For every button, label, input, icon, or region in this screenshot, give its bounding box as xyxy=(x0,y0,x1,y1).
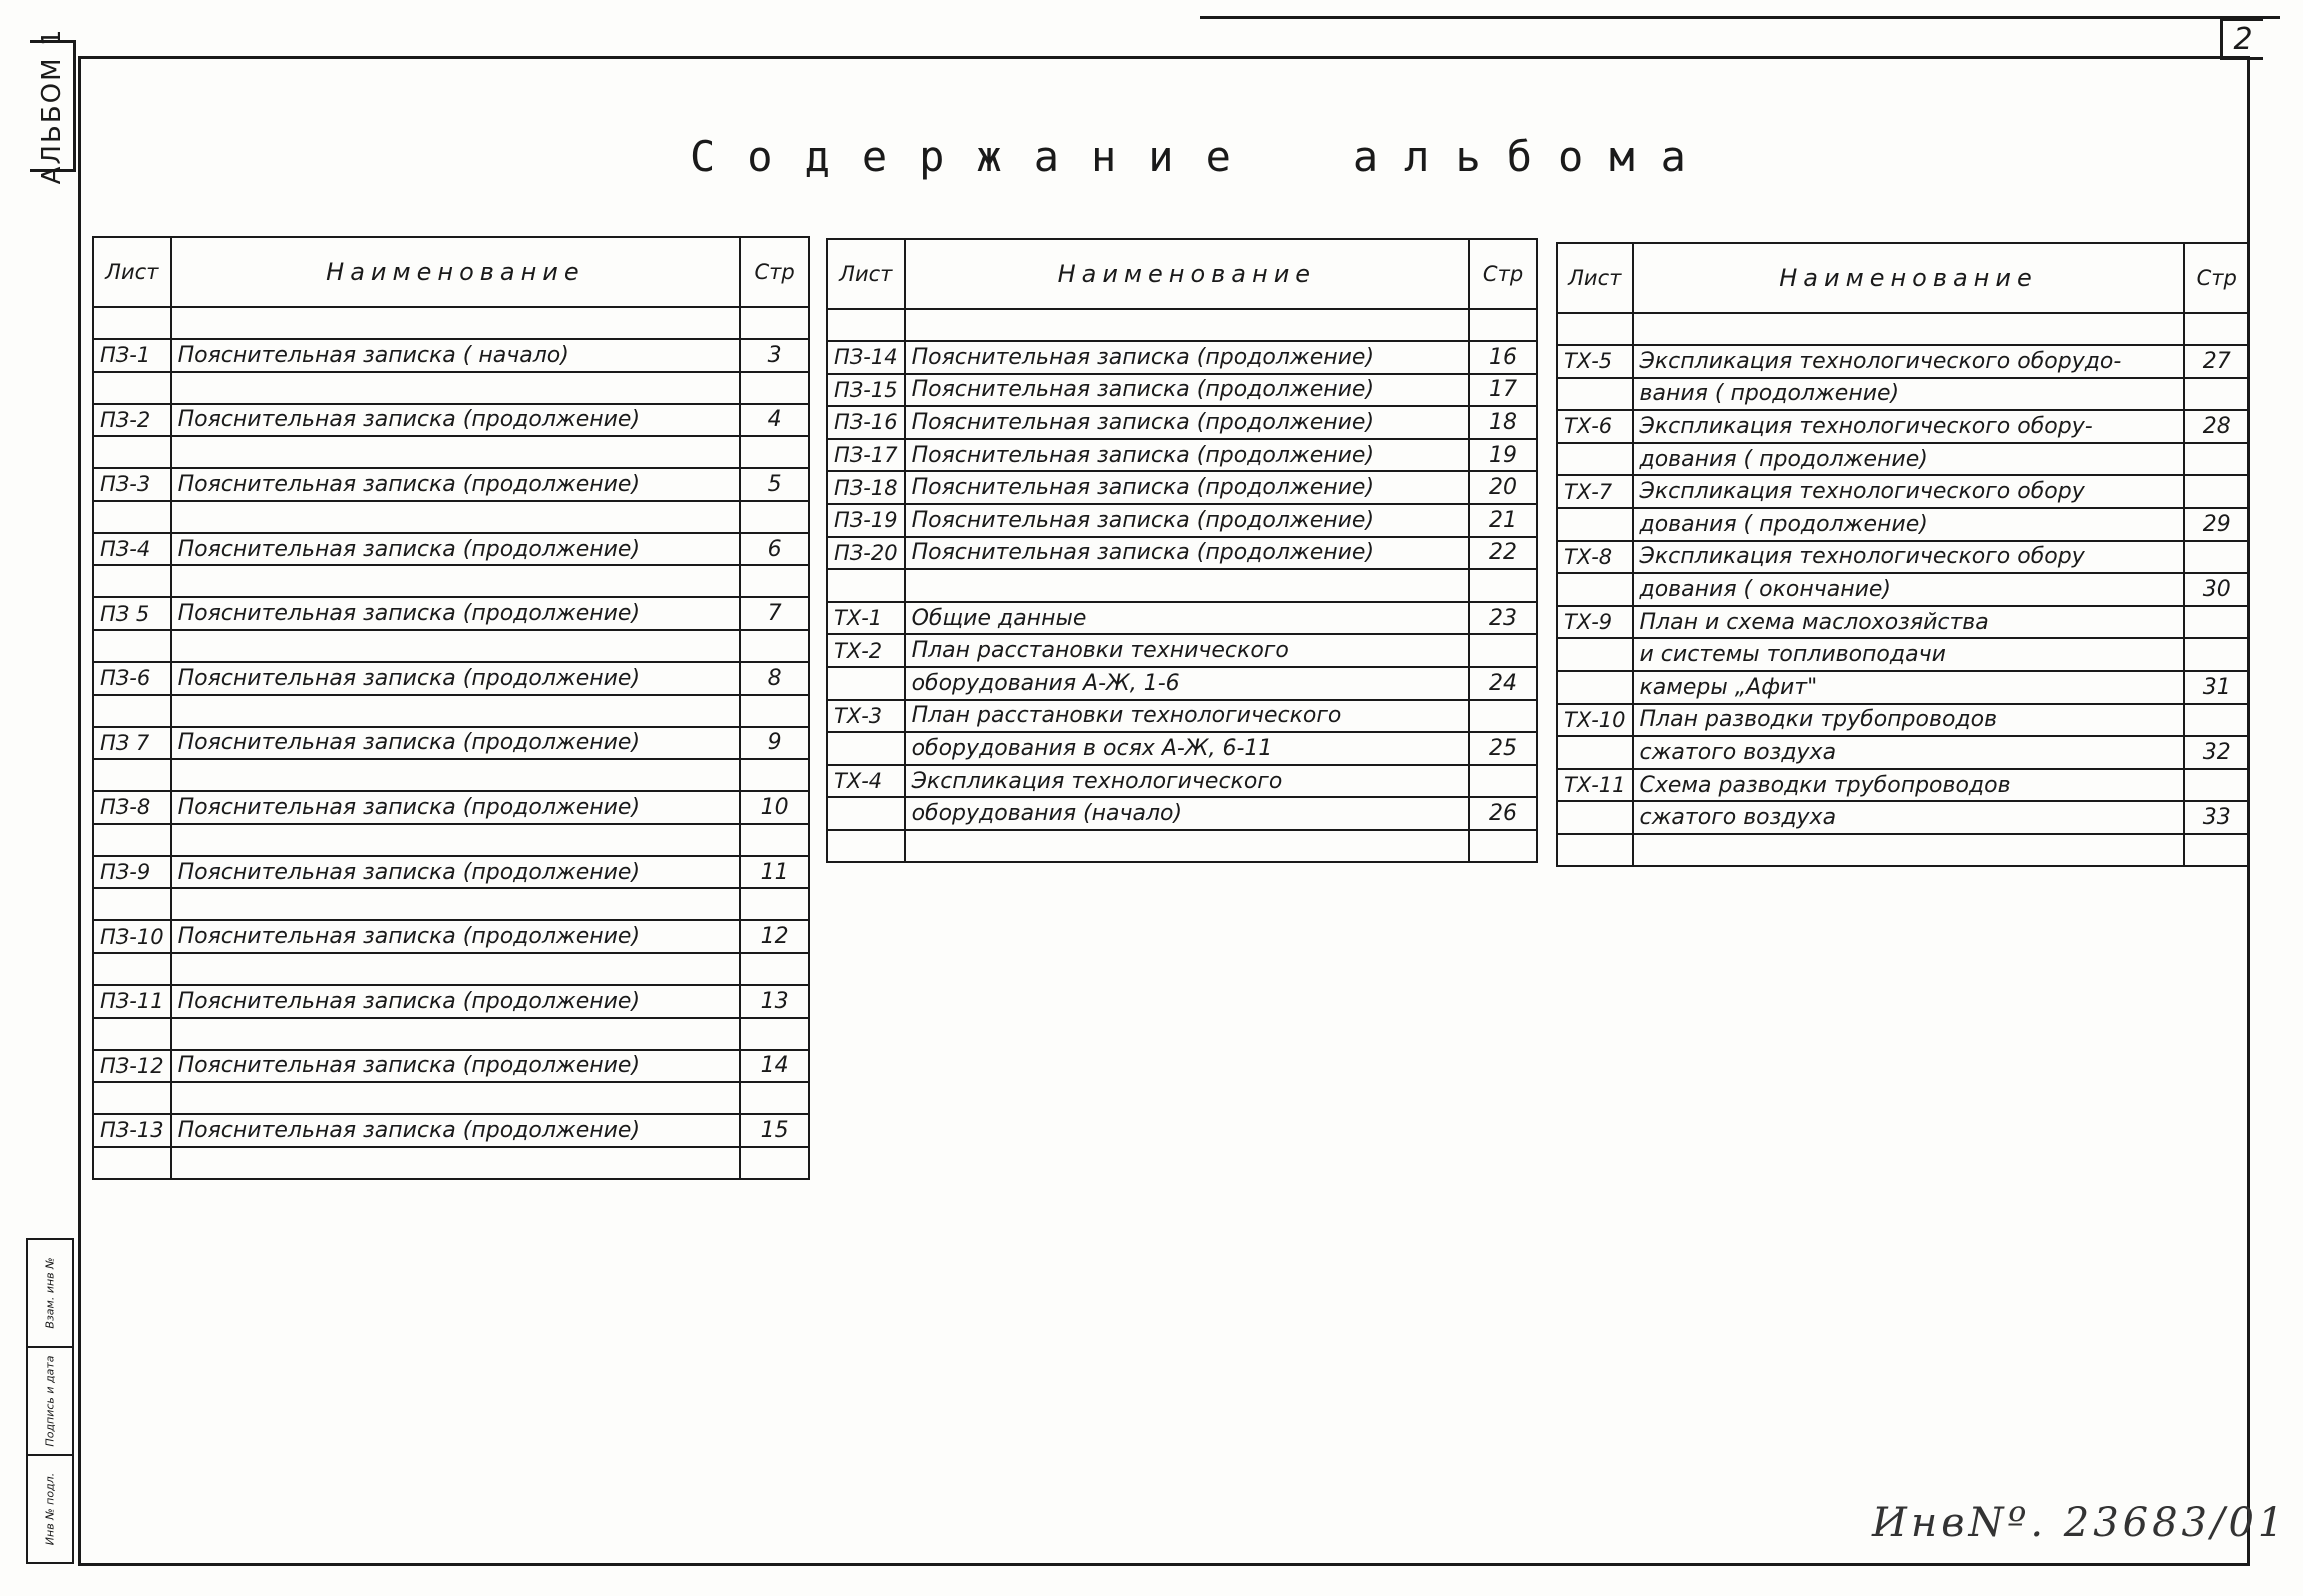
name-cell: Экспликация технологического обору xyxy=(1633,475,2185,508)
name-cell: Пояснительная записка (продолжение) xyxy=(171,1114,741,1147)
page-cell: 3 xyxy=(740,339,809,372)
name-cell: Пояснительная записка (продолжение) xyxy=(171,404,741,437)
sheet-cell: ПЗ-6 xyxy=(93,662,171,695)
table-row xyxy=(93,662,809,695)
sheet-cell: ТХ-1 xyxy=(827,602,905,635)
sheet-cell: ПЗ-10 xyxy=(93,920,171,953)
empty-cell xyxy=(171,888,741,920)
page-cell xyxy=(2184,638,2249,671)
page-cell: 16 xyxy=(1469,341,1537,374)
empty-cell xyxy=(905,830,1470,862)
sheet-cell: ТХ-5 xyxy=(1557,345,1633,378)
sheet-cell: ПЗ-4 xyxy=(93,533,171,566)
page-cell: 6 xyxy=(740,533,809,566)
header-name: Наименование xyxy=(1633,243,2185,313)
empty-cell xyxy=(93,307,171,339)
empty-cell xyxy=(740,695,809,727)
page-cell: 17 xyxy=(1469,374,1537,407)
empty-cell xyxy=(93,888,171,920)
name-cell: Пояснительная записка (продолжение) xyxy=(171,533,741,566)
empty-cell xyxy=(93,824,171,856)
page-cell: 30 xyxy=(2184,573,2249,606)
empty-cell xyxy=(93,1082,171,1114)
empty-cell xyxy=(93,695,171,727)
page-cell xyxy=(2184,443,2249,476)
name-cell: оборудования в осях А-Ж, 6-11 xyxy=(905,732,1470,765)
spacer-row xyxy=(93,1147,809,1179)
table-row xyxy=(827,374,1537,407)
name-cell: и системы топливоподачи xyxy=(1633,638,2185,671)
spacer-row xyxy=(93,1082,809,1114)
page-cell: 23 xyxy=(1469,602,1537,635)
table-row xyxy=(93,791,809,824)
sheet-cell: ПЗ-17 xyxy=(827,439,905,472)
sheet-cell: ПЗ-15 xyxy=(827,374,905,407)
empty-cell xyxy=(740,436,809,468)
empty-cell xyxy=(93,436,171,468)
spacer-row xyxy=(93,953,809,985)
page-cell xyxy=(1469,569,1537,602)
spacer-row xyxy=(827,830,1537,862)
empty-cell xyxy=(171,824,741,856)
name-cell: Пояснительная записка (продолжение) xyxy=(905,471,1470,504)
empty-cell xyxy=(740,1147,809,1179)
empty-cell xyxy=(171,1018,741,1050)
page-cell: 5 xyxy=(740,468,809,501)
empty-cell xyxy=(740,759,809,791)
sheet-cell: ТХ-2 xyxy=(827,634,905,667)
header-sheet: Лист xyxy=(1557,243,1633,313)
table-row xyxy=(1557,508,2249,541)
spacer-row xyxy=(93,436,809,468)
empty-cell xyxy=(2184,313,2249,345)
sheet-cell: ТХ-8 xyxy=(1557,541,1633,574)
sheet-cell: ТХ-11 xyxy=(1557,769,1633,802)
name-cell: План расстановки технологического xyxy=(905,700,1470,733)
name-cell: Пояснительная записка (продолжение) xyxy=(171,727,741,760)
page-cell xyxy=(1469,634,1537,667)
spacer-row xyxy=(93,888,809,920)
empty-cell xyxy=(93,565,171,597)
empty-cell xyxy=(740,888,809,920)
album-stamp xyxy=(30,27,76,185)
side-stamp-cell: Взам. инв № xyxy=(28,1240,72,1348)
name-cell: оборудования (начало) xyxy=(905,797,1470,830)
spacer-row xyxy=(93,759,809,791)
page-cell: 27 xyxy=(2184,345,2249,378)
table-row xyxy=(1557,378,2249,411)
empty-cell xyxy=(827,830,905,862)
sheet-cell: ПЗ-13 xyxy=(93,1114,171,1147)
page-cell: 33 xyxy=(2184,801,2249,834)
empty-cell xyxy=(1557,313,1633,345)
side-stamp-cell: Подпись и дата xyxy=(28,1348,72,1456)
name-cell: Пояснительная записка (продолжение) xyxy=(905,537,1470,570)
empty-cell xyxy=(1633,834,2185,866)
sheet-cell xyxy=(1557,508,1633,541)
table-row xyxy=(827,765,1537,798)
table-row xyxy=(93,856,809,889)
sheet-cell xyxy=(1557,378,1633,411)
sheet-cell xyxy=(1557,801,1633,834)
sheet-cell xyxy=(1557,573,1633,606)
name-cell: дования ( продолжение) xyxy=(1633,443,2185,476)
sheet-cell xyxy=(1557,638,1633,671)
table-row xyxy=(93,597,809,630)
name-cell: сжатого воздуха xyxy=(1633,736,2185,769)
page-cell xyxy=(2184,541,2249,574)
name-cell: оборудования А-Ж, 1-6 xyxy=(905,667,1470,700)
empty-cell xyxy=(740,630,809,662)
table-row xyxy=(827,406,1537,439)
sheet-cell: ПЗ-9 xyxy=(93,856,171,889)
sheet-cell: ТХ-7 xyxy=(1557,475,1633,508)
side-stamp xyxy=(26,1238,74,1564)
name-cell: План разводки трубопроводов xyxy=(1633,704,2185,737)
empty-cell xyxy=(740,565,809,597)
spacer-row xyxy=(93,372,809,404)
spacer-row xyxy=(1557,834,2249,866)
name-cell: Пояснительная записка ( начало) xyxy=(171,339,741,372)
name-cell: дования ( окончание) xyxy=(1633,573,2185,606)
empty-cell xyxy=(171,565,741,597)
empty-cell xyxy=(171,630,741,662)
name-cell: План и схема маслохозяйства xyxy=(1633,606,2185,639)
name-cell: Пояснительная записка (продолжение) xyxy=(171,791,741,824)
page-cell xyxy=(2184,769,2249,802)
sheet-cell: ПЗ-1 xyxy=(93,339,171,372)
page-cell: 14 xyxy=(740,1050,809,1083)
sheet-cell xyxy=(1557,671,1633,704)
empty-cell xyxy=(171,695,741,727)
sheet-cell: ПЗ-16 xyxy=(827,406,905,439)
name-cell: камеры „Афит" xyxy=(1633,671,2185,704)
empty-cell xyxy=(171,372,741,404)
sheet-cell: ПЗ-14 xyxy=(827,341,905,374)
name-cell: дования ( продолжение) xyxy=(1633,508,2185,541)
table-row xyxy=(1557,443,2249,476)
table-row xyxy=(93,1050,809,1083)
name-cell xyxy=(905,569,1470,602)
page-cell xyxy=(1469,765,1537,798)
table-row xyxy=(93,1114,809,1147)
empty-cell xyxy=(171,1147,741,1179)
name-cell: Пояснительная записка (продолжение) xyxy=(171,985,741,1018)
spacer-row xyxy=(93,824,809,856)
sheet-cell: ТХ-3 xyxy=(827,700,905,733)
empty-cell xyxy=(740,372,809,404)
header-name: Наименование xyxy=(905,239,1470,309)
table-row xyxy=(1557,801,2249,834)
sheet-cell: ПЗ-2 xyxy=(93,404,171,437)
sheet-cell: ПЗ-11 xyxy=(93,985,171,1018)
sheet-cell: ТХ-4 xyxy=(827,765,905,798)
page-cell xyxy=(2184,606,2249,639)
table-row xyxy=(1557,671,2249,704)
table-row xyxy=(1557,769,2249,802)
page-cell: 18 xyxy=(1469,406,1537,439)
toc-table-2 xyxy=(826,238,1538,863)
table-row xyxy=(93,468,809,501)
header-page: Стр xyxy=(740,237,809,307)
table-row xyxy=(93,404,809,437)
page-cell: 11 xyxy=(740,856,809,889)
header-page: Стр xyxy=(2184,243,2249,313)
page-cell: 22 xyxy=(1469,537,1537,570)
table-row xyxy=(1557,410,2249,443)
spacer-row xyxy=(93,307,809,339)
sheet-cell xyxy=(827,797,905,830)
sheet-cell: ТХ-10 xyxy=(1557,704,1633,737)
empty-cell xyxy=(740,1082,809,1114)
page-cell: 19 xyxy=(1469,439,1537,472)
table-row xyxy=(827,341,1537,374)
page-cell: 15 xyxy=(740,1114,809,1147)
sheet-cell: ПЗ-19 xyxy=(827,504,905,537)
table-row xyxy=(827,634,1537,667)
name-cell: Пояснительная записка (продолжение) xyxy=(905,374,1470,407)
sheet-cell xyxy=(1557,443,1633,476)
name-cell: Пояснительная записка (продолжение) xyxy=(171,920,741,953)
name-cell: Пояснительная записка (продолжение) xyxy=(905,406,1470,439)
table-row xyxy=(1557,541,2249,574)
table-row xyxy=(93,985,809,1018)
page-cell: 8 xyxy=(740,662,809,695)
empty-cell xyxy=(740,1018,809,1050)
page-cell: 31 xyxy=(2184,671,2249,704)
empty-cell xyxy=(93,1147,171,1179)
name-cell: Экспликация технологического обору- xyxy=(1633,410,2185,443)
name-cell: вания ( продолжение) xyxy=(1633,378,2185,411)
spacer-row xyxy=(93,501,809,533)
page-cell xyxy=(1469,700,1537,733)
empty-cell xyxy=(171,436,741,468)
name-cell: Пояснительная записка (продолжение) xyxy=(905,439,1470,472)
empty-cell xyxy=(171,307,741,339)
empty-cell xyxy=(93,953,171,985)
empty-cell xyxy=(1557,834,1633,866)
page-cell xyxy=(2184,378,2249,411)
sheet-cell: ТХ-9 xyxy=(1557,606,1633,639)
page-cell: 21 xyxy=(1469,504,1537,537)
name-cell: Общие данные xyxy=(905,602,1470,635)
header-sheet: Лист xyxy=(93,237,171,307)
spacer-row xyxy=(93,1018,809,1050)
table-row xyxy=(1557,638,2249,671)
table-row xyxy=(827,537,1537,570)
empty-cell xyxy=(740,307,809,339)
page-title xyxy=(690,132,1712,181)
sheet-cell: ПЗ-3 xyxy=(93,468,171,501)
page-cell: 10 xyxy=(740,791,809,824)
empty-cell xyxy=(93,759,171,791)
page-cell: 25 xyxy=(1469,732,1537,765)
empty-cell xyxy=(171,953,741,985)
empty-cell xyxy=(905,309,1470,341)
table-row xyxy=(93,533,809,566)
name-cell: Пояснительная записка (продолжение) xyxy=(171,597,741,630)
header-name: Наименование xyxy=(171,237,741,307)
table-row xyxy=(1557,345,2249,378)
page-cell: 13 xyxy=(740,985,809,1018)
sheet-cell: ПЗ 7 xyxy=(93,727,171,760)
sheet-cell: ПЗ-18 xyxy=(827,471,905,504)
empty-cell xyxy=(93,372,171,404)
table-row xyxy=(1557,736,2249,769)
empty-cell xyxy=(1469,830,1537,862)
sheet-cell xyxy=(827,667,905,700)
top-border-line xyxy=(1200,16,2280,19)
table-row xyxy=(827,667,1537,700)
sheet-cell xyxy=(827,732,905,765)
spacer-row xyxy=(827,309,1537,341)
table-row xyxy=(1557,606,2249,639)
empty-cell xyxy=(827,309,905,341)
table-row xyxy=(827,569,1537,602)
empty-cell xyxy=(740,501,809,533)
name-cell: План расстановки технического xyxy=(905,634,1470,667)
page-cell: 9 xyxy=(740,727,809,760)
title-word-2: альбома xyxy=(1352,132,1712,181)
sheet-cell: ПЗ-8 xyxy=(93,791,171,824)
spacer-row xyxy=(1557,313,2249,345)
page-cell xyxy=(2184,704,2249,737)
name-cell: Экспликация технологического xyxy=(905,765,1470,798)
page-cell: 20 xyxy=(1469,471,1537,504)
empty-cell xyxy=(171,1082,741,1114)
toc-table-1 xyxy=(92,236,810,1180)
empty-cell xyxy=(93,501,171,533)
page-cell: 26 xyxy=(1469,797,1537,830)
empty-cell xyxy=(1633,313,2185,345)
sheet-cell: ТХ-6 xyxy=(1557,410,1633,443)
page-cell xyxy=(2184,475,2249,508)
header-page: Стр xyxy=(1469,239,1537,309)
page-cell: 28 xyxy=(2184,410,2249,443)
name-cell: Экспликация технологического оборудо- xyxy=(1633,345,2185,378)
name-cell: Пояснительная записка (продолжение) xyxy=(171,856,741,889)
empty-cell xyxy=(171,759,741,791)
name-cell: Пояснительная записка (продолжение) xyxy=(171,468,741,501)
empty-cell xyxy=(740,824,809,856)
header-sheet: Лист xyxy=(827,239,905,309)
inventory-number: ИнвNº. 23683/01 xyxy=(1872,1500,2288,1546)
table-row xyxy=(1557,704,2249,737)
page-cell: 29 xyxy=(2184,508,2249,541)
empty-cell xyxy=(1469,309,1537,341)
sheet-cell: ПЗ-12 xyxy=(93,1050,171,1083)
album-label: АЛЬБОМ 1 xyxy=(36,27,67,185)
name-cell: Экспликация технологического обору xyxy=(1633,541,2185,574)
toc-table-3 xyxy=(1556,242,2250,867)
table-row xyxy=(827,504,1537,537)
page-cell: 24 xyxy=(1469,667,1537,700)
name-cell: Схема разводки трубопроводов xyxy=(1633,769,2185,802)
page-cell: 32 xyxy=(2184,736,2249,769)
table-row xyxy=(827,471,1537,504)
empty-cell xyxy=(740,953,809,985)
table-row xyxy=(827,602,1537,635)
table-row xyxy=(1557,573,2249,606)
side-stamp-cell: Инв № подл. xyxy=(43,1472,57,1546)
table-row xyxy=(93,920,809,953)
table-row xyxy=(93,339,809,372)
spacer-row xyxy=(93,695,809,727)
page-number: 2 xyxy=(2220,18,2263,60)
empty-cell xyxy=(171,501,741,533)
page-cell: 4 xyxy=(740,404,809,437)
title-word-1: Содержание xyxy=(690,132,1263,181)
name-cell: Пояснительная записка (продолжение) xyxy=(905,504,1470,537)
table-row xyxy=(827,700,1537,733)
empty-cell xyxy=(2184,834,2249,866)
table-row xyxy=(827,732,1537,765)
table-row xyxy=(93,727,809,760)
table-row xyxy=(827,797,1537,830)
sheet-cell xyxy=(1557,736,1633,769)
name-cell: Пояснительная записка (продолжение) xyxy=(171,662,741,695)
name-cell: сжатого воздуха xyxy=(1633,801,2185,834)
table-row xyxy=(1557,475,2249,508)
empty-cell xyxy=(93,1018,171,1050)
page-cell: 12 xyxy=(740,920,809,953)
sheet-cell xyxy=(827,569,905,602)
page-cell: 7 xyxy=(740,597,809,630)
sheet-cell: ПЗ 5 xyxy=(93,597,171,630)
empty-cell xyxy=(93,630,171,662)
name-cell: Пояснительная записка (продолжение) xyxy=(171,1050,741,1083)
table-row xyxy=(827,439,1537,472)
name-cell: Пояснительная записка (продолжение) xyxy=(905,341,1470,374)
sheet-cell: ПЗ-20 xyxy=(827,537,905,570)
spacer-row xyxy=(93,565,809,597)
spacer-row xyxy=(93,630,809,662)
